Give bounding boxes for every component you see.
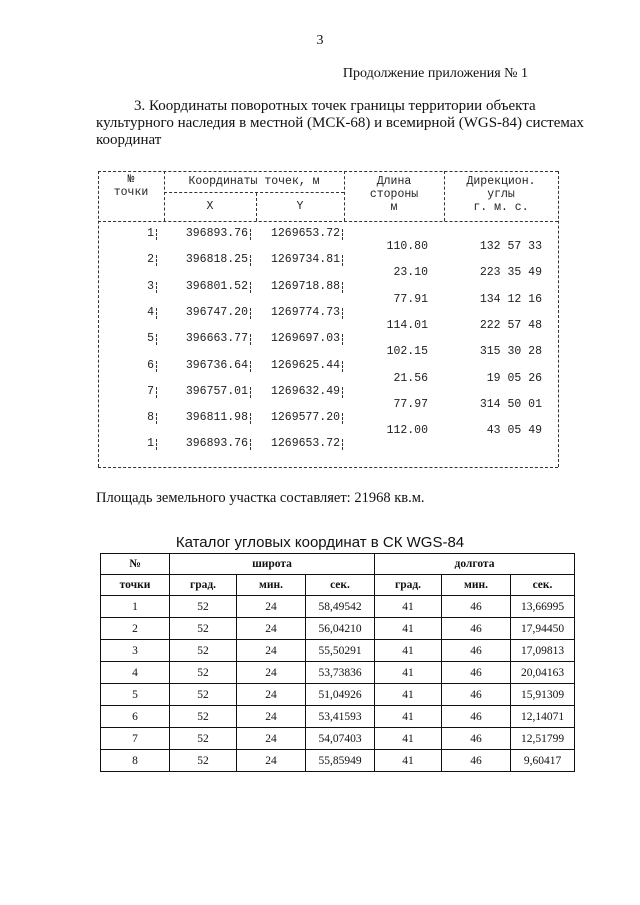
paragraph-line: культурного наследия в местной (МСК-68) и всемирной (WGS-84) системах bbox=[96, 115, 584, 131]
point-number: 5 bbox=[147, 332, 154, 346]
segment-direction: 132 57 33 bbox=[479, 240, 542, 253]
lat-deg: 52 bbox=[170, 640, 237, 662]
header-direction-unit: г. м. с. bbox=[473, 201, 529, 214]
header-longitude: долгота bbox=[375, 554, 575, 575]
lat-min: 24 bbox=[237, 640, 306, 662]
segment-direction: 315 30 28 bbox=[479, 345, 542, 359]
row-separator bbox=[156, 413, 157, 424]
lon-min: 46 bbox=[442, 596, 511, 618]
table-subheader-divider bbox=[164, 192, 344, 193]
point-number: 1 bbox=[147, 437, 154, 451]
point-x: 396747.20 bbox=[185, 305, 248, 319]
lat-min: 24 bbox=[237, 750, 306, 772]
segment-direction: 19 05 26 bbox=[486, 371, 542, 385]
row-separator bbox=[342, 361, 343, 372]
lon-min: 46 bbox=[442, 750, 511, 772]
point-y: 1269577.20 bbox=[270, 411, 340, 425]
header-lon-deg: град. bbox=[375, 575, 442, 596]
land-area-text: Площадь земельного участка составляет: 21968 кв.м. bbox=[96, 490, 425, 506]
row-separator bbox=[342, 229, 343, 240]
point-number: 1 bbox=[101, 596, 170, 618]
lon-sec: 20,04163 bbox=[511, 662, 575, 684]
segment-length: 77.97 bbox=[393, 397, 428, 411]
header-length-unit: м bbox=[390, 201, 398, 214]
point-number: 6 bbox=[147, 358, 154, 372]
row-separator bbox=[250, 413, 251, 424]
lat-min: 24 bbox=[237, 618, 306, 640]
table-header-divider bbox=[98, 221, 558, 222]
segment-direction: 223 35 49 bbox=[479, 266, 542, 280]
header-direction: углы bbox=[487, 188, 515, 201]
row-separator bbox=[342, 387, 343, 398]
lat-deg: 52 bbox=[170, 662, 237, 684]
segment-length: 110.80 bbox=[386, 240, 428, 253]
point-x: 396818.25 bbox=[185, 253, 248, 267]
header-point-number: № bbox=[127, 173, 135, 186]
lon-deg: 41 bbox=[375, 684, 442, 706]
segment-direction: 314 50 01 bbox=[479, 397, 542, 411]
point-number: 1 bbox=[147, 227, 154, 240]
segment-length: 102.15 bbox=[386, 345, 428, 359]
lon-sec: 15,91309 bbox=[511, 684, 575, 706]
lat-deg: 52 bbox=[170, 684, 237, 706]
lat-sec: 56,04210 bbox=[306, 618, 375, 640]
point-y: 1269697.03 bbox=[270, 332, 340, 346]
row-separator bbox=[250, 282, 251, 293]
lon-min: 46 bbox=[442, 684, 511, 706]
row-separator bbox=[156, 361, 157, 372]
table-border-right bbox=[558, 171, 559, 467]
lat-sec: 51,04926 bbox=[306, 684, 375, 706]
row-separator bbox=[250, 229, 251, 240]
segment-direction: 43 05 49 bbox=[486, 424, 542, 438]
lat-min: 24 bbox=[237, 596, 306, 618]
segment-length: 23.10 bbox=[393, 266, 428, 280]
segment-length: 112.00 bbox=[386, 424, 428, 438]
row-separator bbox=[156, 255, 157, 266]
header-number: № bbox=[101, 554, 170, 575]
lat-min: 24 bbox=[237, 706, 306, 728]
row-separator bbox=[250, 334, 251, 345]
row-separator bbox=[156, 334, 157, 345]
lon-min: 46 bbox=[442, 706, 511, 728]
lon-sec: 13,66995 bbox=[511, 596, 575, 618]
header-direction: Дирекцион. bbox=[466, 175, 536, 188]
header-length: Длина bbox=[376, 175, 412, 188]
lat-deg: 52 bbox=[170, 618, 237, 640]
lat-min: 24 bbox=[237, 684, 306, 706]
point-number: 8 bbox=[147, 411, 154, 425]
row-separator bbox=[250, 387, 251, 398]
table-border-bottom bbox=[98, 467, 558, 468]
point-number: 3 bbox=[147, 279, 154, 293]
lon-sec: 17,94450 bbox=[511, 618, 575, 640]
table-row bbox=[101, 706, 575, 728]
row-separator bbox=[342, 334, 343, 345]
row-separator bbox=[156, 439, 157, 450]
lat-min: 24 bbox=[237, 662, 306, 684]
row-separator bbox=[156, 282, 157, 293]
table-row bbox=[101, 684, 575, 706]
header-y: Y bbox=[296, 200, 304, 213]
header-points: точки bbox=[101, 575, 170, 596]
lat-deg: 52 bbox=[170, 750, 237, 772]
lat-sec: 58,49542 bbox=[306, 596, 375, 618]
lon-sec: 12,14071 bbox=[511, 706, 575, 728]
point-number: 4 bbox=[147, 305, 154, 319]
lon-deg: 41 bbox=[375, 750, 442, 772]
paragraph-line: 3. Координаты поворотных точек границы территории объекта bbox=[134, 98, 536, 114]
point-y: 1269653.72 bbox=[270, 437, 340, 451]
row-separator bbox=[250, 361, 251, 372]
catalog-title: Каталог угловых координат в СК WGS-84 bbox=[175, 534, 465, 551]
table-row bbox=[101, 728, 575, 750]
segment-length: 114.01 bbox=[386, 318, 428, 332]
lon-min: 46 bbox=[442, 618, 511, 640]
lat-deg: 52 bbox=[170, 728, 237, 750]
table-row bbox=[101, 596, 575, 618]
appendix-continuation: Продолжение приложения № 1 bbox=[342, 66, 528, 81]
point-y: 1269718.88 bbox=[270, 279, 340, 293]
row-separator bbox=[156, 387, 157, 398]
point-number: 7 bbox=[147, 384, 154, 398]
lon-deg: 41 bbox=[375, 662, 442, 684]
header-length: стороны bbox=[369, 188, 419, 201]
lat-deg: 52 bbox=[170, 596, 237, 618]
header-lat-sec: сек. bbox=[306, 575, 375, 596]
row-separator bbox=[342, 439, 343, 450]
header-coordinates: Координаты точек, м bbox=[188, 175, 320, 188]
header-x: X bbox=[206, 200, 214, 213]
row-separator bbox=[342, 282, 343, 293]
lat-sec: 53,73836 bbox=[306, 662, 375, 684]
point-x: 396663.77 bbox=[185, 332, 248, 346]
header-lon-sec: сек. bbox=[511, 575, 575, 596]
lat-min: 24 bbox=[237, 728, 306, 750]
lon-deg: 41 bbox=[375, 706, 442, 728]
lon-sec: 9,60417 bbox=[511, 750, 575, 772]
row-separator bbox=[156, 229, 157, 240]
point-x: 396736.64 bbox=[185, 358, 248, 372]
header-point-label: точки bbox=[113, 186, 149, 199]
row-separator bbox=[250, 255, 251, 266]
lon-sec: 17,09813 bbox=[511, 640, 575, 662]
lon-deg: 41 bbox=[375, 618, 442, 640]
point-number: 8 bbox=[101, 750, 170, 772]
header-lat-deg: град. bbox=[170, 575, 237, 596]
point-y: 1269625.44 bbox=[270, 358, 340, 372]
row-separator bbox=[342, 308, 343, 319]
lat-deg: 52 bbox=[170, 706, 237, 728]
lon-deg: 41 bbox=[375, 728, 442, 750]
segment-direction: 134 12 16 bbox=[479, 292, 542, 306]
point-y: 1269734.81 bbox=[270, 253, 340, 267]
lon-deg: 41 bbox=[375, 640, 442, 662]
point-y: 1269774.73 bbox=[270, 305, 340, 319]
table-row bbox=[101, 662, 575, 684]
row-separator bbox=[156, 308, 157, 319]
wgs84-coordinates-table bbox=[100, 553, 575, 772]
lon-min: 46 bbox=[442, 728, 511, 750]
lat-sec: 55,50291 bbox=[306, 640, 375, 662]
lon-min: 46 bbox=[442, 662, 511, 684]
table-row bbox=[101, 640, 575, 662]
row-separator bbox=[250, 308, 251, 319]
point-number: 7 bbox=[101, 728, 170, 750]
point-x: 396893.76 bbox=[185, 227, 248, 240]
point-number: 2 bbox=[101, 618, 170, 640]
header-latitude: широта bbox=[170, 554, 375, 575]
lon-sec: 12,51799 bbox=[511, 728, 575, 750]
point-number: 3 bbox=[101, 640, 170, 662]
point-x: 396811.98 bbox=[185, 411, 248, 425]
point-x: 396893.76 bbox=[185, 437, 248, 451]
lat-sec: 53,41593 bbox=[306, 706, 375, 728]
page-number: 3 bbox=[316, 33, 324, 48]
lat-sec: 54,07403 bbox=[306, 728, 375, 750]
lon-min: 46 bbox=[442, 640, 511, 662]
segment-direction: 222 57 48 bbox=[479, 318, 542, 332]
table-row bbox=[101, 618, 575, 640]
table-row bbox=[101, 750, 575, 772]
table-border-top bbox=[98, 171, 558, 172]
row-separator bbox=[342, 255, 343, 266]
point-x: 396801.52 bbox=[185, 279, 248, 293]
point-x: 396757.01 bbox=[185, 384, 248, 398]
header-lat-min: мин. bbox=[237, 575, 306, 596]
row-separator bbox=[250, 439, 251, 450]
header-lon-min: мин. bbox=[442, 575, 511, 596]
paragraph-line: координат bbox=[96, 132, 162, 148]
lat-sec: 55,85949 bbox=[306, 750, 375, 772]
local-coordinates-table bbox=[98, 165, 560, 470]
point-number: 2 bbox=[147, 253, 154, 267]
lon-deg: 41 bbox=[375, 596, 442, 618]
segment-length: 77.91 bbox=[393, 292, 428, 306]
section-heading-paragraph bbox=[96, 98, 606, 149]
point-y: 1269653.72 bbox=[270, 227, 340, 240]
point-number: 5 bbox=[101, 684, 170, 706]
segment-length: 21.56 bbox=[393, 371, 428, 385]
point-number: 4 bbox=[101, 662, 170, 684]
point-number: 6 bbox=[101, 706, 170, 728]
point-y: 1269632.49 bbox=[270, 384, 340, 398]
row-separator bbox=[342, 413, 343, 424]
